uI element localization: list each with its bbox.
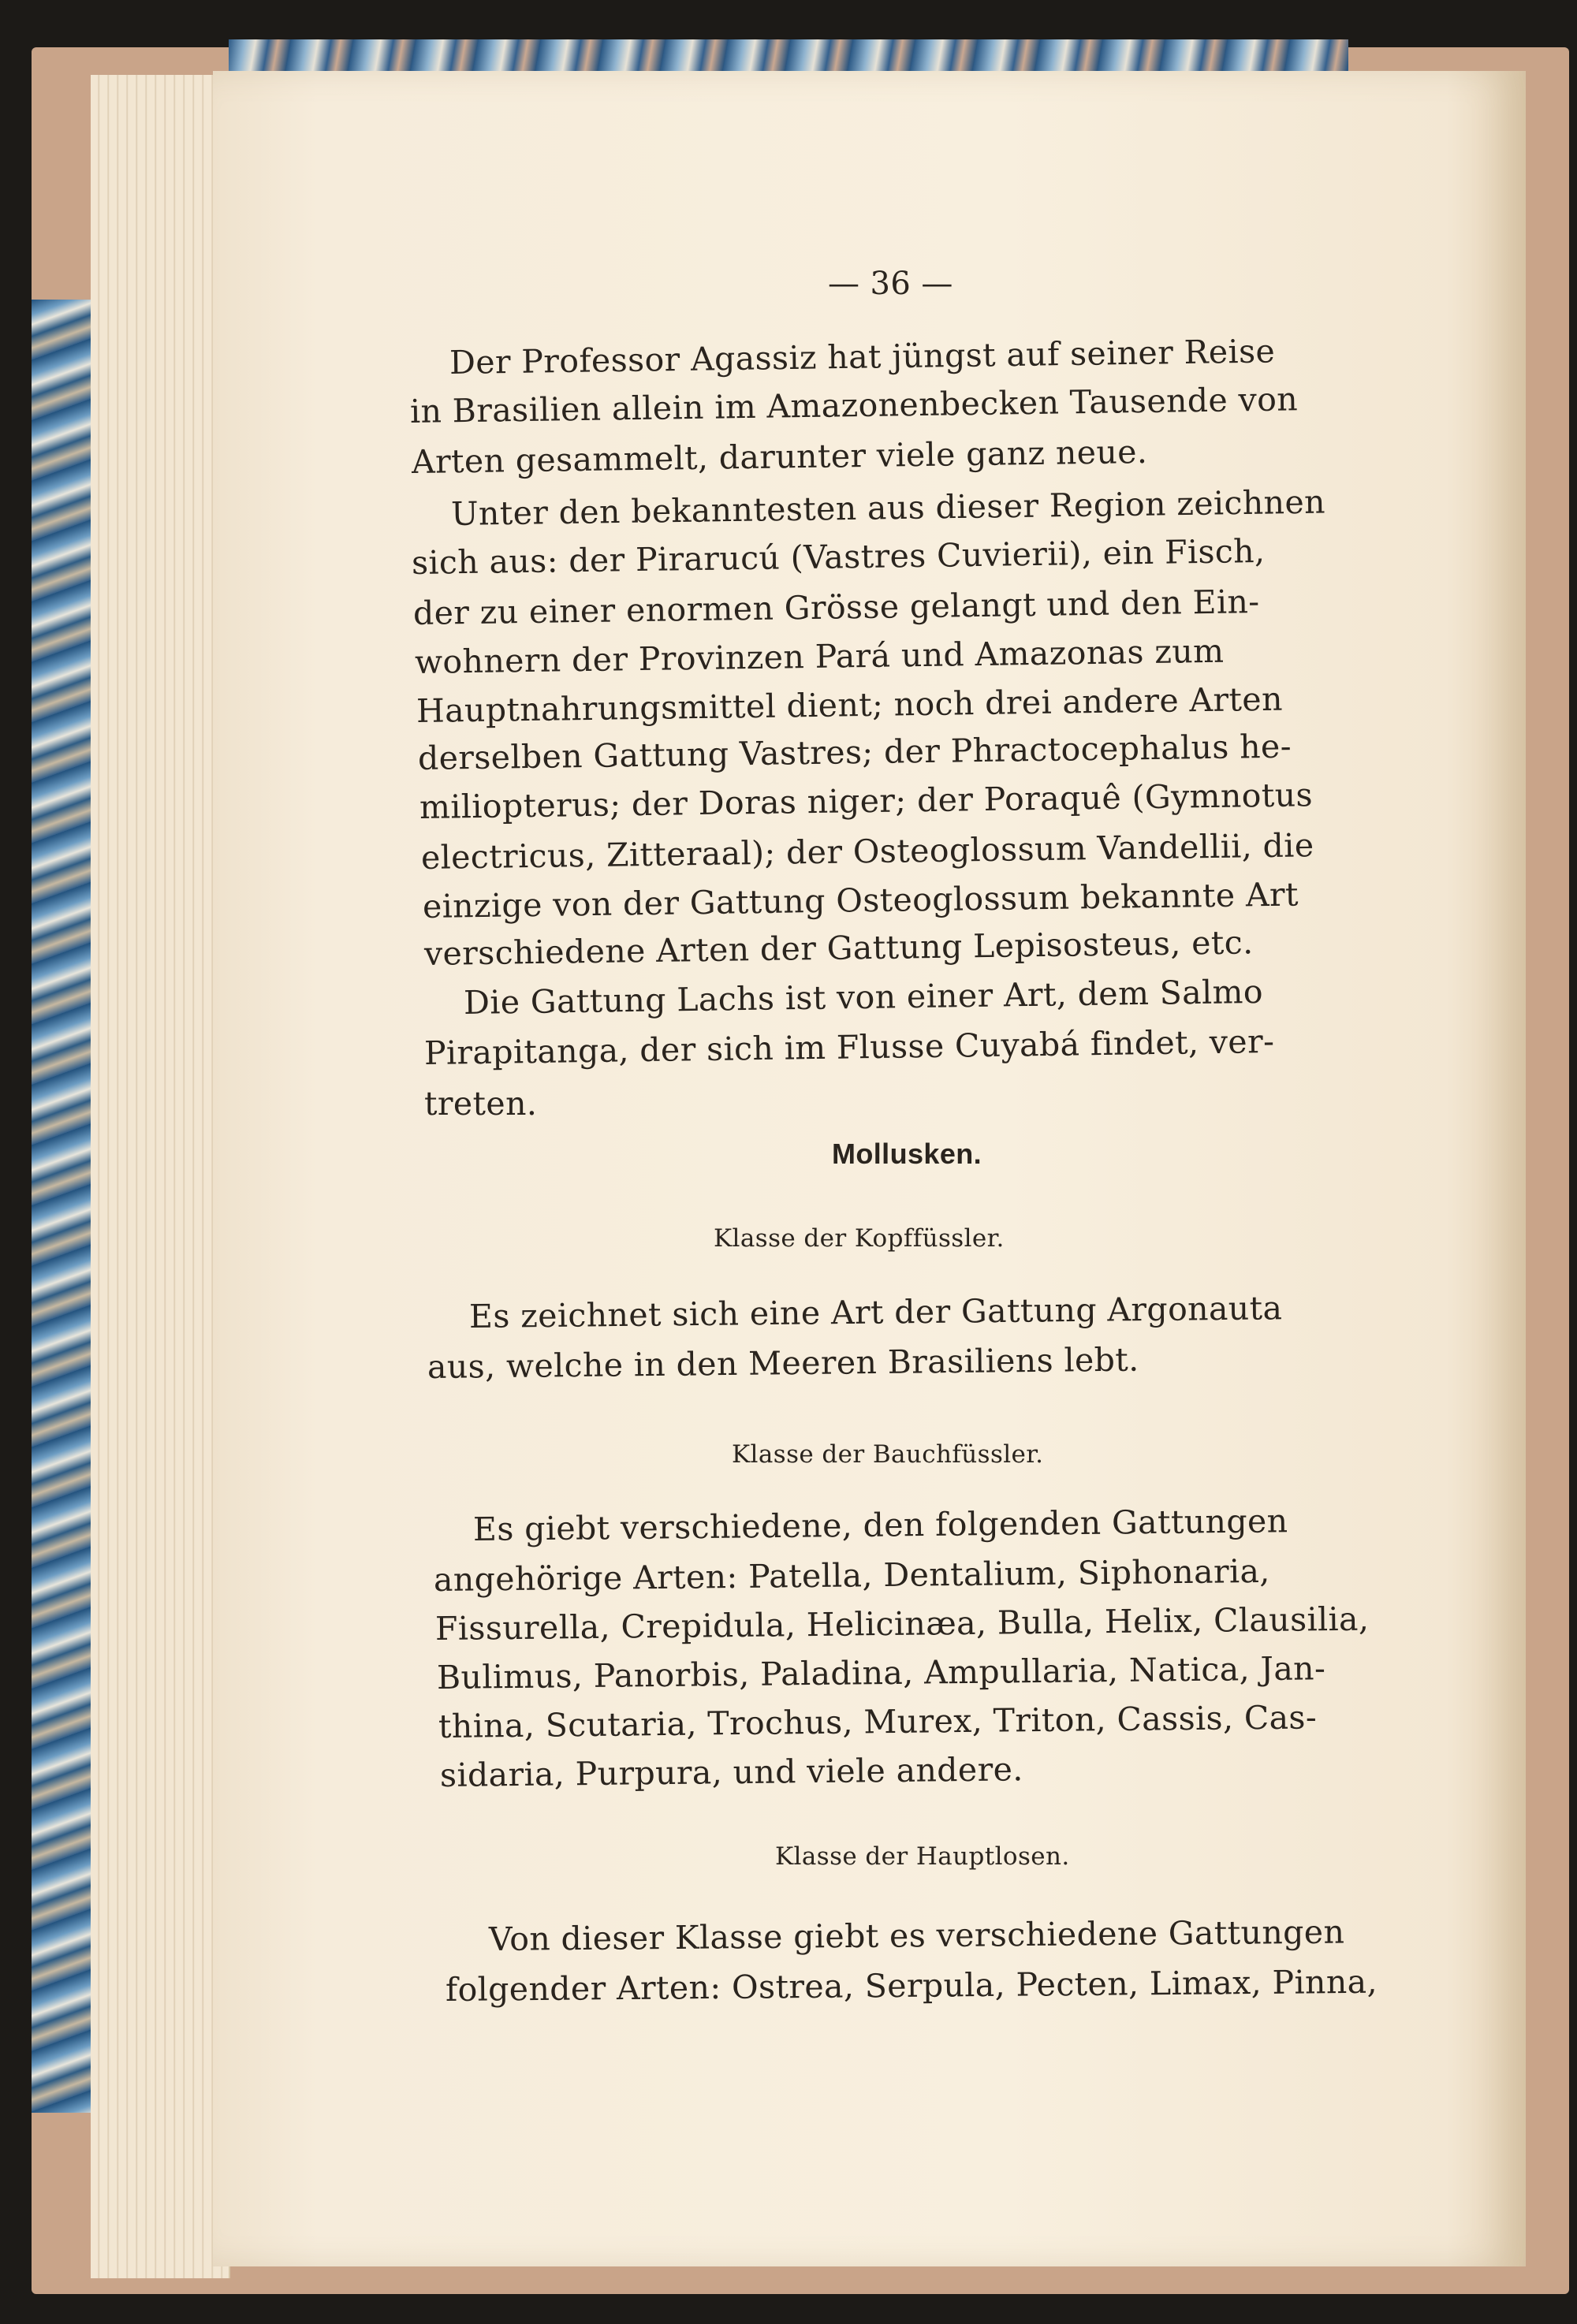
text-line: Der Professor Agassiz hat jüngst auf seiner Reise: [449, 332, 1276, 382]
text-line: wohnern der Provinzen Pará und Amazonas zum: [414, 631, 1225, 681]
text-line: Unter den bekanntesten aus dieser Region zeichnen: [450, 482, 1326, 533]
text-line: Arten gesammelt, darunter viele ganz neue.: [411, 432, 1148, 481]
text-line: in Brasilien allein im Amazonenbecken Tausende von: [409, 380, 1299, 430]
text-line: sidaria, Purpura, und viele andere.: [439, 1750, 1023, 1794]
text-line: Von dieser Klasse giebt es verschiedene Gattungen: [488, 1912, 1345, 1958]
text-line: Es giebt verschiedene, den folgenden Gattungen: [472, 1502, 1288, 1548]
text-line: verschiedene Arten der Gattung Lepisosteus, etc.: [423, 923, 1254, 973]
subheading-kopffuessler: Klasse der Kopffüssler.: [714, 1224, 1005, 1253]
text-line: folgender Arten: Ostrea, Serpula, Pecten, Limax, Pinna,: [445, 1962, 1378, 2009]
text-line: Die Gattung Lachs ist von einer Art, dem Salmo: [463, 972, 1264, 1022]
text-line: Es zeichnet sich eine Art der Gattung Argonauta: [468, 1289, 1283, 1335]
page-edges: [91, 75, 230, 2278]
text-line: treten.: [424, 1085, 538, 1123]
text-line: Hauptnahrungsmittel dient; noch drei andere Arten: [416, 680, 1284, 730]
page-number: — 36 —: [828, 266, 953, 302]
text-line: Bulimus, Panorbis, Paladina, Ampullaria, Natica, Jan-: [436, 1649, 1326, 1696]
text-line: miliopterus; der Doras niger; der Poraquê (Gymnotus: [419, 776, 1314, 826]
text-line: angehörige Arten: Patella, Dentalium, Siphonaria,: [433, 1551, 1270, 1599]
text-line: electricus, Zitteraal); der Osteoglossum Vandellii, die: [420, 826, 1314, 877]
text-line: sich aus: der Pirarucú (Vastres Cuvierii), ein Fisch,: [411, 531, 1266, 582]
text-line: thina, Scutaria, Trochus, Murex, Triton, Cassis, Cas-: [438, 1698, 1318, 1745]
text-line: einzige von der Gattung Osteoglossum bekannte Art: [422, 875, 1299, 926]
text-line: aus, welche in den Meeren Brasiliens lebt.: [427, 1340, 1139, 1386]
section-heading-mollusken: Mollusken.: [832, 1138, 982, 1170]
text-line: Fissurella, Crepidula, Helicinæa, Bulla, Helix, Clausilia,: [434, 1600, 1370, 1648]
subheading-bauchfuessler: Klasse der Bauchfüssler.: [732, 1440, 1044, 1469]
text-line: der zu einer enormen Grösse gelangt und den Ein-: [412, 583, 1260, 632]
text-line: Pirapitanga, der sich im Flusse Cuyabá findet, ver-: [423, 1022, 1275, 1072]
text-line: derselben Gattung Vastres; der Phractocephalus he-: [417, 727, 1292, 777]
subheading-hauptlosen: Klasse der Hauptlosen.: [775, 1842, 1070, 1871]
